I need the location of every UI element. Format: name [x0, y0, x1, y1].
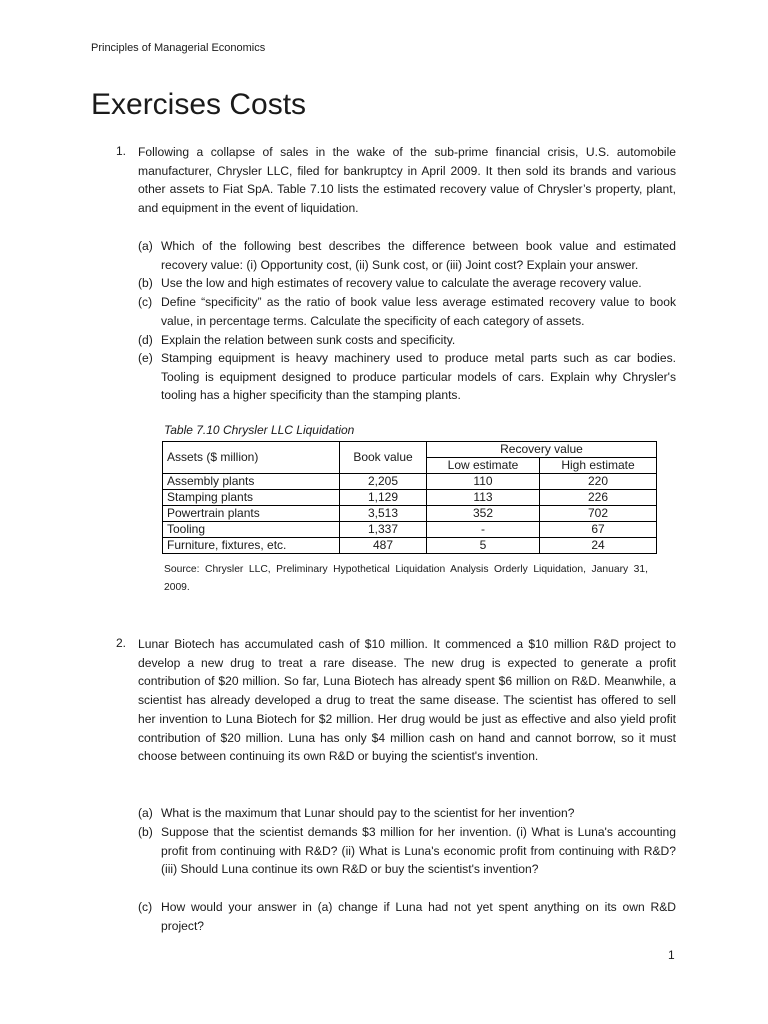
part-label: (c)	[138, 295, 153, 309]
question-2-number: 2.	[116, 636, 127, 650]
cell-low: 5	[427, 538, 540, 554]
cell-low: 352	[427, 506, 540, 522]
cell-asset: Assembly plants	[163, 474, 340, 490]
running-header: Principles of Managerial Economics	[91, 42, 266, 54]
part-text: Which of the following best describes the difference between book value and estimated recovery value: (i) Opportunity cost, (ii) Sunk cost, or (iii) Joint cost? Explain your answer.	[161, 239, 676, 272]
part-label: (b)	[138, 276, 153, 290]
question-2-text: Lunar Biotech has accumulated cash of $10 million. It commenced a $10 million R&D project to develop a new drug to treat a rare disease. The new drug is expected to generate a profit contribution of $20 million. So far, Luna Biotech has already spent $6 million on R&D. Meanwhile, a scientist has already developed a drug to treat the same disease. The scientist has offered to sell her invention to Luna Biotech for $2 million. Her drug would be just as effective and also yield profit contribution of $20 million. Luna has only $4 million cash on hand and cannot borrow, so it must choose between continuing its own R&D or buying the scientist's invention.	[138, 637, 676, 764]
page-title: Exercises Costs	[91, 88, 307, 121]
cell-low: -	[427, 522, 540, 538]
cell-book: 1,129	[340, 490, 427, 506]
question-1-text: Following a collapse of sales in the wake of the sub-prime financial crisis, U.S. automobile manufacturer, Chrysler LLC, filed for bankruptcy in April 2009. It then sold its brands and various other assets to Fiat SpA. Table 7.10 lists the estimated recovery value of Chrysler’s property, plant, and equipment in the event of liquidation.	[138, 145, 676, 216]
page-number: 1	[668, 948, 675, 962]
part-text: Define “specificity” as the ratio of book value less average estimated recovery value to book value, in percentage terms. Calculate the specificity of each category of assets.	[161, 295, 676, 328]
table-row	[163, 522, 657, 538]
part-label: (b)	[138, 825, 153, 839]
part-text: How would your answer in (a) change if Luna had not yet spent anything on its own R&D project?	[161, 900, 676, 933]
cell-high: 24	[540, 538, 657, 554]
cell-asset: Tooling	[163, 522, 340, 538]
cell-asset: Powertrain plants	[163, 506, 340, 522]
question-1-number: 1.	[116, 144, 127, 158]
table-row	[163, 474, 657, 490]
part-text: Explain the relation between sunk costs and specificity.	[161, 333, 456, 347]
cell-high: 220	[540, 474, 657, 490]
part-text: Use the low and high estimates of recovery value to calculate the average recovery value.	[161, 276, 642, 290]
liquidation-table	[162, 441, 657, 554]
column-header-high-estimate: High estimate	[540, 458, 657, 474]
cell-high: 702	[540, 506, 657, 522]
part-label: (c)	[138, 900, 153, 914]
cell-low: 113	[427, 490, 540, 506]
column-header-recovery-value: Recovery value	[427, 442, 657, 458]
column-header-book-value: Book value	[340, 442, 427, 474]
part-label: (a)	[138, 806, 153, 820]
cell-asset: Furniture, fixtures, etc.	[163, 538, 340, 554]
part-label: (a)	[138, 239, 153, 253]
part-text: Suppose that the scientist demands $3 million for her invention. (i) What is Luna's accounting profit from continuing with R&D? (ii) What is Luna's economic profit from continuing with R&D? (iii) Should Luna continue its own R&D or buy the scientist's invention?	[161, 825, 676, 877]
cell-low: 110	[427, 474, 540, 490]
column-header-assets: Assets ($ million)	[163, 442, 340, 474]
cell-book: 2,205	[340, 474, 427, 490]
table-row	[163, 538, 657, 554]
cell-book: 3,513	[340, 506, 427, 522]
cell-book: 1,337	[340, 522, 427, 538]
table-row	[163, 490, 657, 506]
table-source-note: Source: Chrysler LLC, Preliminary Hypothetical Liquidation Analysis Orderly Liquidation, January 31, 2009.	[164, 564, 648, 593]
part-label: (d)	[138, 333, 153, 347]
cell-asset: Stamping plants	[163, 490, 340, 506]
table-caption: Table 7.10 Chrysler LLC Liquidation	[164, 423, 355, 437]
part-text: Stamping equipment is heavy machinery used to produce metal parts such as car bodies. Tooling is equipment designed to produce particular models of cars. Explain why Chrysler's tooling has a higher specificity than the stamping plants.	[161, 351, 676, 403]
column-header-low-estimate: Low estimate	[427, 458, 540, 474]
cell-high: 67	[540, 522, 657, 538]
table-row	[163, 506, 657, 522]
cell-high: 226	[540, 490, 657, 506]
cell-book: 487	[340, 538, 427, 554]
part-text: What is the maximum that Lunar should pay to the scientist for her invention?	[161, 806, 575, 820]
part-label: (e)	[138, 351, 153, 365]
